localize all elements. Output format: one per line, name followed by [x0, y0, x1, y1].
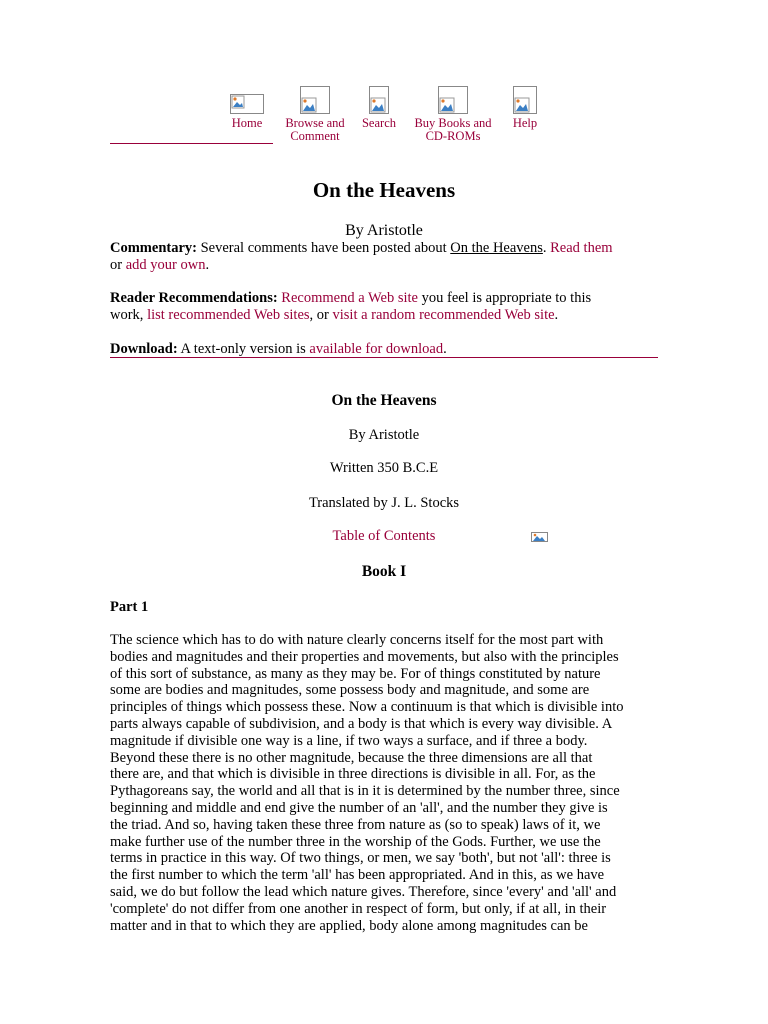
download-label: Download: [110, 341, 178, 357]
part-1-paragraph [110, 632, 660, 934]
paragraph-line: terms in practice in this way. Of two things, or men, we say 'both', but not 'all': three is [110, 850, 611, 867]
nav-buy-label-1[interactable]: Buy Books and [414, 116, 492, 130]
recommendations-text-1: you feel is appropriate to this [417, 290, 592, 306]
nav-buy-books[interactable] [410, 86, 496, 143]
paragraph-line: the triad. And so, having taken these three from nature as (so to speak) laws of it, we [110, 816, 601, 833]
paragraph-line: Pythagoreans say, the world and all that is in it is determined by the number three, since [110, 783, 620, 800]
section-divider [110, 357, 658, 358]
page-byline: By Aristotle [345, 222, 423, 239]
top-nav [0, 86, 768, 146]
paragraph-line: parts always capable of subdivision, and a body is that which is every way divisible. A [110, 715, 613, 732]
page-title: On the Heavens [312, 178, 456, 202]
nav-search[interactable] [357, 86, 401, 130]
work-author: By Aristotle [348, 427, 420, 443]
nav-help[interactable] [505, 86, 545, 130]
paragraph-line: the first number to which the term 'all' has been appropriated. And in this, as we have [110, 867, 605, 884]
paragraph-line: some are bodies and magnitudes, some possess body and magnitude, and some are [110, 682, 590, 699]
add-comment-link[interactable]: add your own [125, 256, 206, 273]
recommendations-text-2: work, [110, 306, 148, 323]
nav-browse-label-2[interactable]: Comment [290, 129, 340, 143]
work-translator: Translated by J. L. Stocks [308, 495, 460, 511]
table-of-contents-link[interactable]: Table of Contents [332, 528, 436, 544]
paragraph-line: 'complete' do not differ from one another in respect of form, but only, if at all, in their [110, 900, 607, 917]
broken-image-icon [300, 86, 330, 114]
recommendations-section [110, 290, 658, 323]
broken-image-icon [438, 86, 468, 114]
nav-browse-label-1[interactable]: Browse and [285, 116, 345, 130]
paragraph-line: bodies and magnitudes and their properties and movements, but also with the principles [110, 648, 619, 665]
paragraph-line: Beyond these there is no other magnitude, because the three dimensions are all that [110, 749, 593, 766]
read-comments-link[interactable]: Read them [550, 240, 613, 256]
recommendations-text-3: , or [309, 306, 333, 323]
work-link[interactable]: On the Heavens [450, 240, 543, 256]
commentary-section [110, 240, 658, 273]
nav-help-label[interactable]: Help [512, 116, 538, 130]
toc-row [0, 528, 768, 545]
paragraph-line: matter and in that to which they are applied, body alone among magnitudes can be [110, 917, 588, 934]
paragraph-line: said, we do but follow the lead which nature gives. Therefore, since 'every' and 'all' and [110, 883, 617, 900]
paragraph-line: beginning and middle and end give the number of an 'all', and the number they give is [110, 799, 608, 816]
commentary-mid: . [542, 240, 551, 256]
paragraph-line: make further use of the number three in the worship of the Gods. Further, we use the [110, 833, 601, 850]
recommendations-end: . [554, 306, 559, 323]
part-heading: Part 1 [110, 599, 149, 615]
nav-home[interactable] [222, 94, 272, 130]
nav-browse-comment[interactable] [281, 86, 349, 143]
paragraph-line: there are, and that which is divisible in three directions is divisible in all. For, as the [110, 766, 596, 783]
random-site-link[interactable]: visit a random recommended Web site [332, 306, 555, 323]
broken-image-icon [369, 86, 389, 114]
work-written: Written 350 B.C.E [329, 460, 439, 476]
commentary-end: . [205, 256, 210, 273]
commentary-text: Several comments have been posted about [196, 240, 451, 256]
recommend-site-link[interactable]: Recommend a Web site [281, 290, 418, 306]
download-section [110, 341, 658, 358]
download-text: A text-only version is [177, 341, 310, 357]
nav-divider [110, 143, 273, 144]
broken-image-icon [230, 94, 264, 114]
book-heading: Book I [361, 563, 407, 580]
nav-buy-label-2[interactable]: CD-ROMs [425, 129, 481, 143]
broken-image-icon [513, 86, 537, 114]
paragraph-line: principles of things which possess these. Now a continuum is that which is divisible into [110, 699, 624, 716]
list-sites-link[interactable]: list recommended Web sites [147, 306, 310, 323]
commentary-or: or [110, 256, 126, 273]
paragraph-line: of this sort of substance, as many as they may be. For of things constituted by nature [110, 665, 601, 682]
recommendations-label: Reader Recommendations: [110, 290, 278, 306]
download-link[interactable]: available for download [309, 341, 444, 357]
commentary-label: Commentary: [110, 240, 197, 256]
nav-home-label[interactable]: Home [231, 116, 263, 130]
download-end: . [443, 341, 447, 357]
broken-image-icon [531, 532, 548, 542]
paragraph-line: The science which has to do with nature clearly concerns itself for the most part with [110, 632, 604, 648]
nav-search-label[interactable]: Search [361, 116, 396, 130]
paragraph-line: magnitude if divisible one way is a line, if two ways a surface, and if three a body. [110, 732, 588, 749]
work-title: On the Heavens [331, 392, 437, 409]
